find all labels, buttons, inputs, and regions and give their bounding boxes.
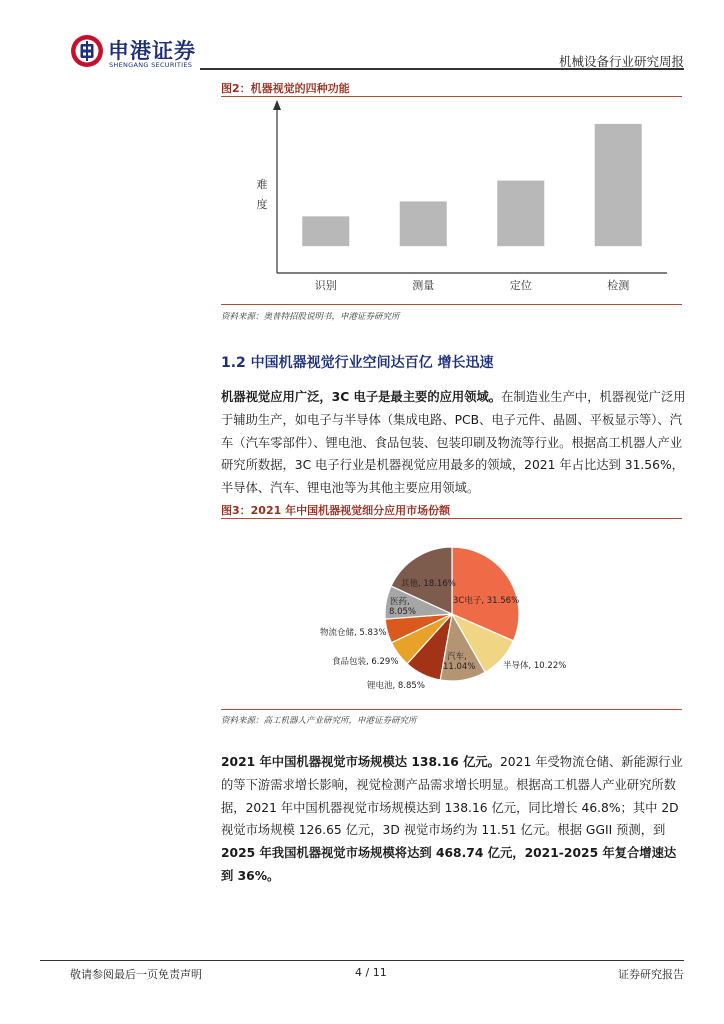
pie-label-logistics: 物流仓储, 5.83% — [320, 628, 387, 638]
shengang-logo-icon — [70, 34, 104, 68]
section-title: 1.2 中国机器视觉行业空间达百亿 增长迅速 — [221, 355, 494, 371]
pie-label-lithium: 锂电池, 8.85% — [367, 681, 425, 691]
pie-label-auto-a: 汽车, — [447, 652, 467, 662]
footer-divider — [40, 960, 684, 961]
market-size-paragraph — [221, 751, 686, 888]
figure2-bar-chart — [221, 98, 682, 300]
para1-lead: 机器视觉应用广泛，3C 电子是最主要的应用领域。 — [221, 390, 502, 404]
pie-label-semiconductor: 半导体, 10.22% — [503, 661, 567, 671]
pie-label-other: 其他, 18.16% — [401, 579, 456, 589]
fig2-tick-label-4: 检测 — [607, 279, 630, 292]
fig2-bar-4 — [595, 124, 642, 246]
footer-disclaimer: 敬请参阅最后一页免责声明 — [70, 968, 202, 981]
header-divider — [200, 68, 684, 70]
figure2-caption: 图2：机器视觉的四种功能 — [221, 82, 350, 95]
figure3-pie-chart — [221, 520, 682, 706]
fig2-tick-label-3: 定位 — [509, 279, 532, 292]
footer-page-number: 4 / 11 — [355, 966, 387, 979]
fig2-bar-2 — [400, 201, 447, 246]
pie-label-food: 食品包装, 6.29% — [332, 657, 399, 667]
figure2-source: 资料来源：奥普特招股说明书，申港证券研究所 — [221, 312, 400, 322]
figure2-source-rule — [221, 304, 682, 305]
para2-body: 2021 年受物流仓储、新能源行业的等下游需求增长影响，视觉检测产品需求增长明显。根据高工机器人产业研究所数据，2021 年中国机器视觉市场规模达到 138.16 亿元，同比增长 46.8%；其中 2D 视觉市场规模 126.65 亿元，3D 视觉市场约为 11.51 亿元。根据 GGII 预测，到 — [221, 755, 683, 838]
figure2-caption-rule — [221, 96, 682, 97]
fig2-tick-label-1: 识别 — [314, 279, 337, 292]
pie-label-3c: 3C电子, 31.56% — [453, 596, 520, 606]
fig2-bar-3 — [497, 181, 544, 247]
para2-lead: 2021 年中国机器视觉市场规模达 138.16 亿元。 — [221, 755, 500, 769]
figure3-caption-rule — [221, 518, 682, 519]
logo-english-name: SHENGANG SECURITIES — [109, 61, 193, 69]
section-paragraph-1 — [221, 386, 686, 500]
fig2-bar-1 — [302, 216, 349, 246]
fig2-tick-label-2: 测量 — [412, 279, 435, 292]
fig2-y-axis-arrow-icon — [273, 100, 281, 110]
para1-body: 在制造业生产中，机器视觉广泛用于辅助生产，如电子与半导体（集成电路、PCB、电子元件、晶圆、平板显示等）、汽车（汽车零部件）、锂电池、食品包装、包装印刷及物流等行业。根据高工机器人产业研究所数据，3C 电子行业是机器视觉应用最多的领域，2021 年占比达到 31.56%，半导体、汽车、锂电池等为其他主要应用领域。 — [221, 390, 686, 496]
pie-label-medical-a: 医药, — [390, 597, 410, 607]
figure3-source-rule — [221, 709, 682, 710]
pie-label-auto-b: 11.04% — [443, 662, 476, 672]
fig2-ylabel-char-2: 度 — [256, 198, 268, 211]
fig2-ylabel-char-1: 难 — [256, 178, 268, 191]
report-category: 机械设备行业研究周报 — [558, 54, 684, 69]
footer-report-type: 证券研究报告 — [618, 968, 684, 981]
logo-chinese-name: 申港证券 — [108, 39, 196, 63]
figure3-source: 资料来源：高工机器人产业研究所，申港证券研究所 — [221, 716, 417, 726]
para2-forecast: 2025 年我国机器视觉市场规模将达到 468.74 亿元，2021-2025 年复合增速达到 36%。 — [221, 846, 677, 883]
pie-label-medical-b: 8.05% — [389, 607, 417, 617]
figure3-caption: 图3：2021 年中国机器视觉细分应用市场份额 — [221, 504, 451, 517]
